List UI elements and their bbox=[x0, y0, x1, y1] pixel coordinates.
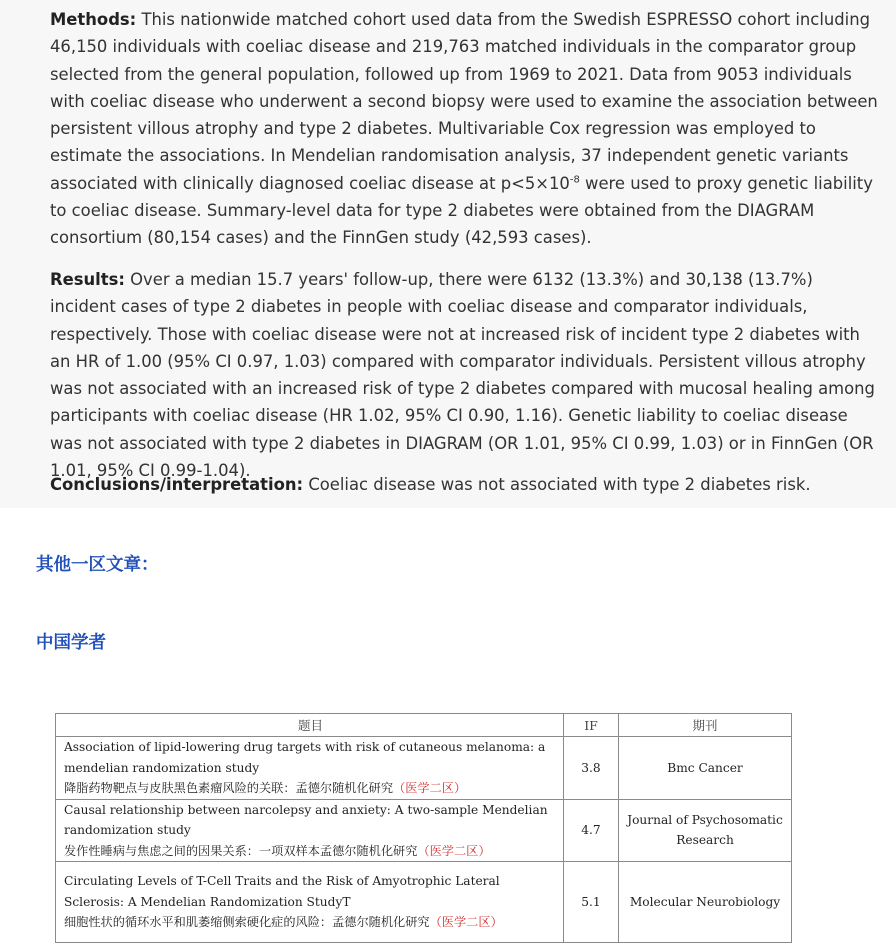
paper-title-en: Circulating Levels of T-Cell Traits and the Risk of Amyotrophic Lateral Sclerosis: A Mendelian Randomization StudyT bbox=[64, 874, 500, 909]
journal-name: Journal of Psychosomatic Research bbox=[619, 799, 792, 862]
conclusions-label: Conclusions/interpretation: bbox=[50, 475, 304, 494]
header-if: IF bbox=[564, 714, 619, 737]
journal-name: Bmc Cancer bbox=[619, 737, 792, 800]
paper-title-cell bbox=[56, 862, 564, 943]
methods-superscript: -8 bbox=[569, 174, 580, 186]
paper-title-cn: 细胞性状的循环水平和肌萎缩侧索硬化症的风险：孟德尔随机化研究 bbox=[64, 915, 430, 930]
table-row bbox=[56, 799, 792, 862]
paper-title-cell bbox=[56, 737, 564, 800]
section-title-chinese-scholars: 中国学者 bbox=[36, 633, 106, 653]
journal-name: Molecular Neurobiology bbox=[619, 862, 792, 943]
paper-title-cn: 降脂药物靶点与皮肤黑色素瘤风险的关联：孟德尔随机化研究 bbox=[64, 781, 394, 795]
results-paragraph bbox=[50, 266, 880, 484]
methods-text-1: This nationwide matched cohort used data from the Swedish ESPRESSO cohort including 46,150 individuals with coeliac disease and 219,763 matched individuals in the comparator group selected from the general population, followed up from 1969 to 2021. Data from 9053 individuals with coeliac disease who underwent a second biopsy were used to examine the association between persistent villous atrophy and type 2 diabetes. Multivariable Cox regression was employed to estimate the associations. In Mendelian randomisation analysis, 37 independent genetic variants associated with clinically diagnosed coeliac disease at p<5×10 bbox=[50, 10, 878, 193]
section-title-other-articles: 其他一区文章： bbox=[36, 555, 159, 575]
zone-tag: （医学二区） bbox=[393, 781, 467, 795]
zone-tag: （医学二区） bbox=[429, 915, 503, 930]
table-row bbox=[56, 862, 792, 943]
zone-tag: （医学二区） bbox=[417, 843, 491, 858]
papers-table bbox=[55, 713, 792, 943]
paper-title-cell bbox=[56, 799, 564, 862]
conclusions-paragraph bbox=[50, 471, 880, 498]
results-label: Results: bbox=[50, 270, 125, 289]
table-row bbox=[56, 737, 792, 800]
methods-text-2: were used to proxy genetic liability to coeliac disease. Summary-level data for type 2 diabetes were obtained from the DIAGRAM consortium (80,154 cases) and the FinnGen study (42,593 cases). bbox=[50, 173, 873, 248]
methods-label: Methods: bbox=[50, 10, 137, 29]
header-journal: 期刊 bbox=[619, 714, 792, 737]
paper-title-en: Association of lipid-lowering drug targets with risk of cutaneous melanoma: a mendelian randomization study bbox=[64, 740, 546, 775]
conclusions-text: Coeliac disease was not associated with type 2 diabetes risk. bbox=[303, 475, 811, 494]
header-title: 题目 bbox=[56, 714, 564, 737]
paper-title-en: Causal relationship between narcolepsy and anxiety: A two-sample Mendelian randomization study bbox=[64, 802, 548, 837]
paper-title-cn: 发作性睡病与焦虑之间的因果关系：一项双样本孟德尔随机化研究 bbox=[64, 843, 418, 858]
impact-factor: 3.8 bbox=[564, 737, 619, 800]
table-header-row bbox=[56, 714, 792, 737]
results-text: Over a median 15.7 years' follow-up, there were 6132 (13.3%) and 30,138 (13.7%) incident cases of type 2 diabetes in people with coeliac disease and comparator individuals, respectively. Those with coeliac disease were not at increased risk of incident type 2 diabetes with an HR of 1.00 (95% CI 0.97, 1.03) compared with comparator individuals. Persistent villous atrophy was not associated with an increased risk of type 2 diabetes compared with mucosal healing among participants with coeliac disease (HR 1.02, 95% CI 0.90, 1.16). Genetic liability to coeliac disease was not associated with type 2 diabetes in DIAGRAM (OR 1.01, 95% CI 0.99, 1.03) or in FinnGen (OR 1.01, 95% CI 0.99-1.04). bbox=[50, 270, 875, 481]
impact-factor: 5.1 bbox=[564, 862, 619, 943]
methods-paragraph bbox=[50, 6, 880, 252]
impact-factor: 4.7 bbox=[564, 799, 619, 862]
